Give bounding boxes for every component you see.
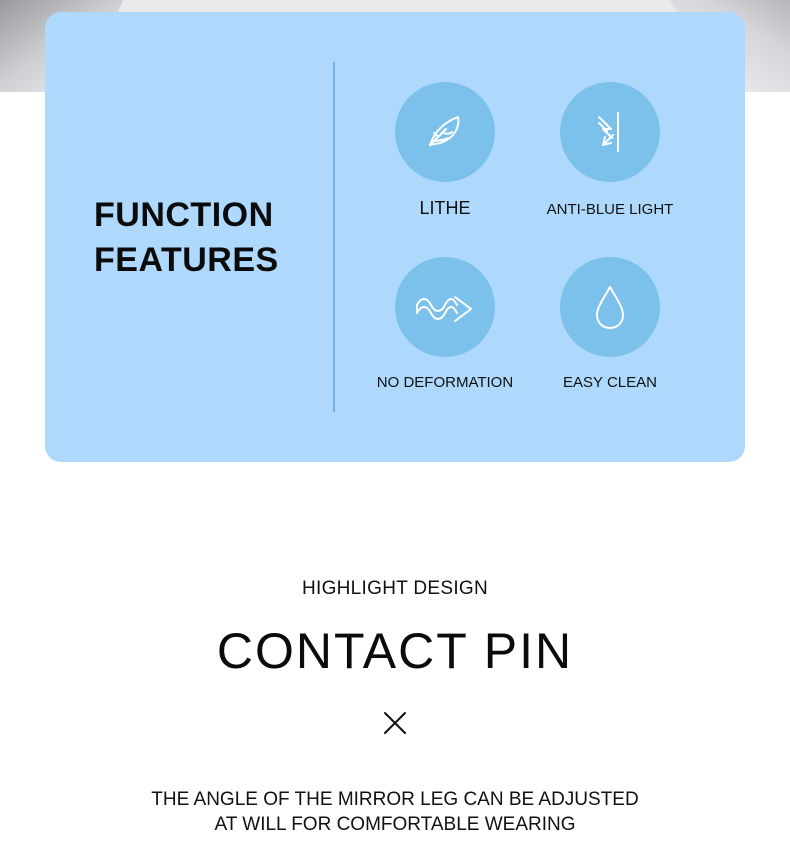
feature-lithe [360,82,530,219]
feature-easy-clean-label: EASY CLEAN [563,374,657,391]
highlight-subheading: HIGHLIGHT DESIGN [301,578,489,599]
features-title [94,193,279,283]
x-mark-icon [383,711,407,735]
blue-light-block-icon [560,82,660,182]
highlight-description [0,787,790,837]
features-title-line2: FEATURES [94,241,279,279]
wave-arrow-icon [395,257,495,357]
feature-no-deformation-label: NO DEFORMATION [376,374,514,391]
feature-anti-blue-light-label: ANTI-BLUE LIGHT [546,201,674,218]
highlight-heading: CONTACT PIN [216,623,574,679]
vertical-divider [333,62,335,412]
function-features-card [45,12,745,462]
feature-no-deformation [360,257,530,391]
features-title-line1: FUNCTION [94,196,274,234]
feature-lithe-label: LITHE [419,198,471,218]
feature-anti-blue-light [525,82,695,218]
description-line1: THE ANGLE OF THE MIRROR LEG CAN BE ADJUSTED [151,789,639,810]
feather-icon [395,82,495,182]
feature-easy-clean [525,257,695,391]
water-drop-icon [560,257,660,357]
description-line2: AT WILL FOR COMFORTABLE WEARING [214,814,576,835]
